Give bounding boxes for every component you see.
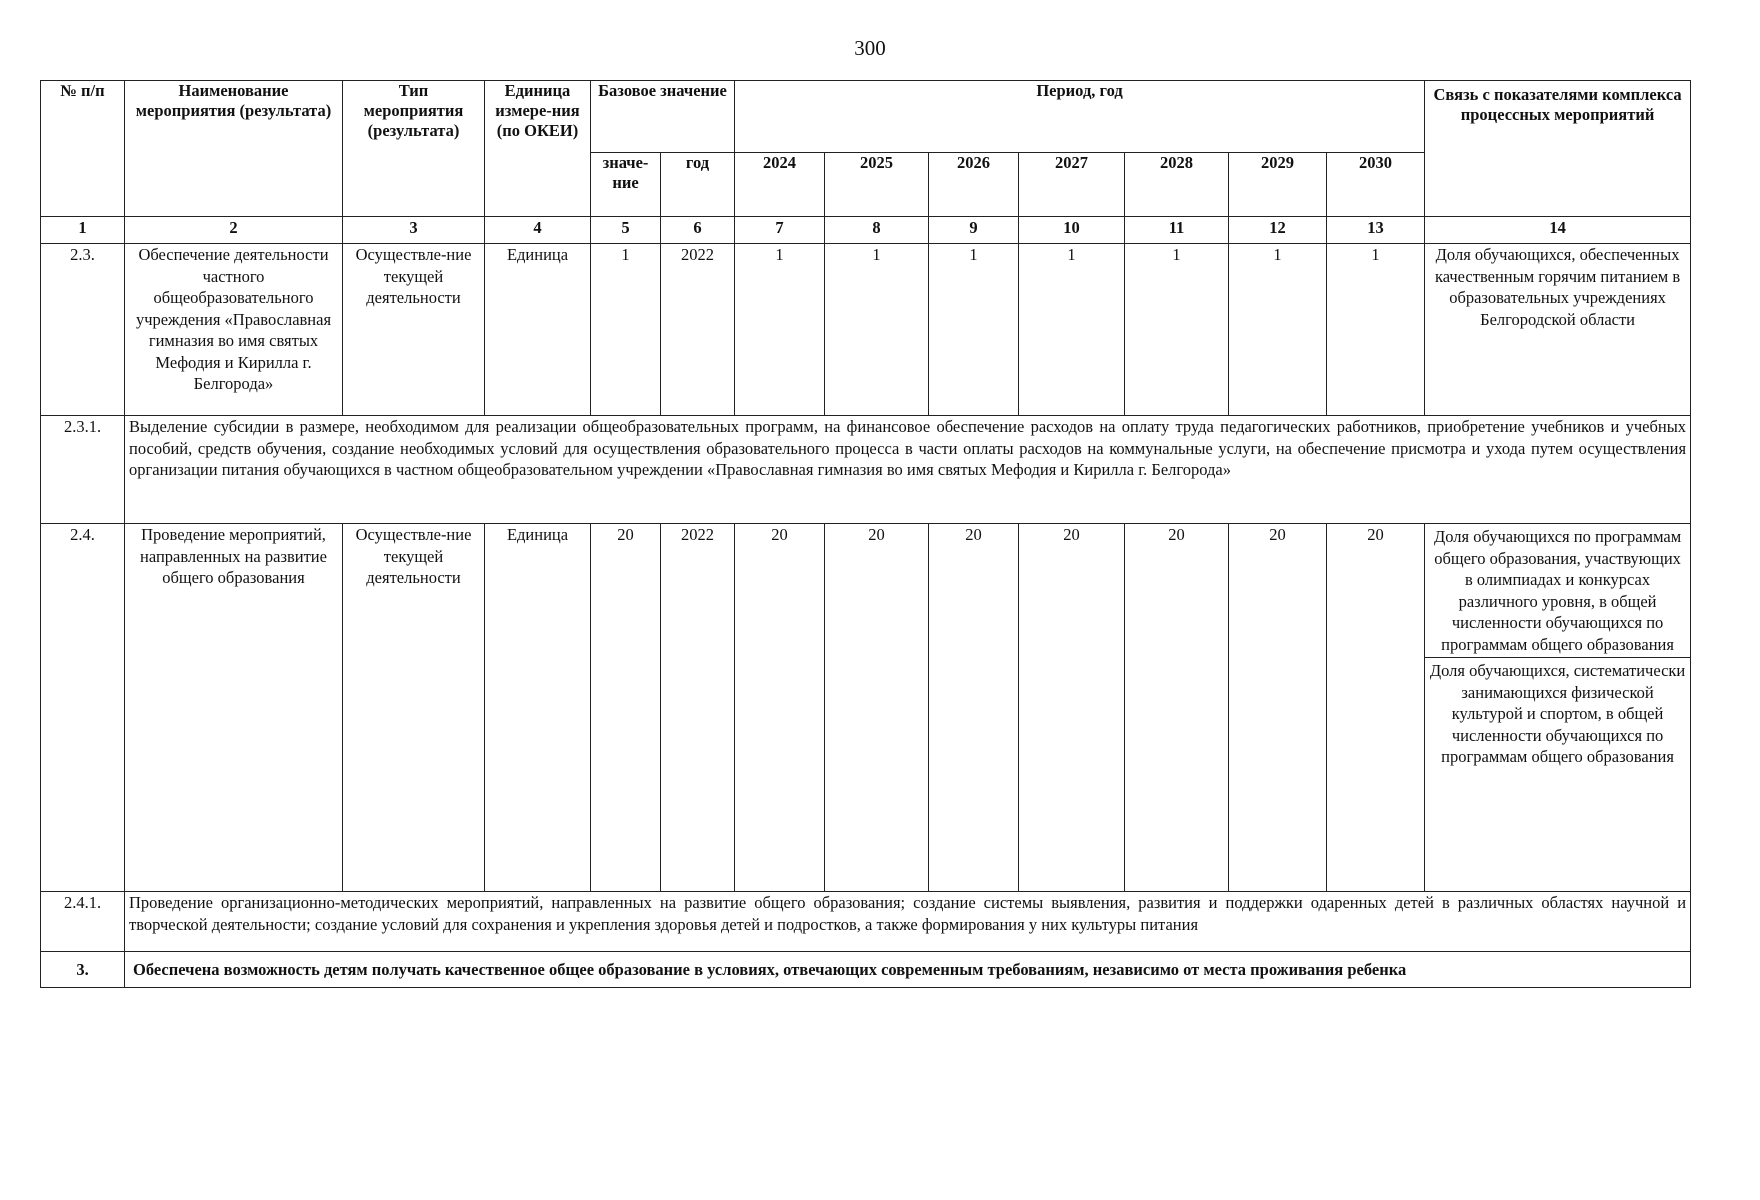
column-number: 10 [1019, 217, 1125, 244]
activity-description: Проведение организационно-методических мероприятий, направленных на развитие общего образования; создание системы выявления, развития и поддержки одаренных детей в различных областях научной и творческой деятельности; создание условий для сохранения и укрепления здоровья детей и подростков, а также формирования у них культуры питания [125, 892, 1691, 952]
value-2025: 1 [825, 244, 929, 416]
activity-type: Осуществле-ние текущей деятельности [343, 524, 485, 892]
value-2027: 20 [1019, 524, 1125, 892]
header-base-year: год [661, 153, 735, 217]
column-number: 3 [343, 217, 485, 244]
column-number: 6 [661, 217, 735, 244]
header-year-2026: 2026 [929, 153, 1019, 217]
header-year-2028: 2028 [1125, 153, 1229, 217]
header-year-2025: 2025 [825, 153, 929, 217]
indicator-sports: Доля обучающихся, систематически занимающихся физической культурой и спортом, в общей численности обучающихся по программам общего образования [1425, 657, 1690, 770]
header-type: Тип мероприятия (результата) [343, 81, 485, 217]
column-number: 8 [825, 217, 929, 244]
activity-name: Обеспечение деятельности частного общеобразовательного учреждения «Православная гимназия во имя святых Мефодия и Кирилла г. Белгорода» [125, 244, 343, 416]
header-year-2027: 2027 [1019, 153, 1125, 217]
base-value-cell: 1 [591, 244, 661, 416]
row-number: 2.3. [41, 244, 125, 416]
base-value-cell: 20 [591, 524, 661, 892]
column-number: 7 [735, 217, 825, 244]
column-number-row [41, 217, 1691, 244]
value-2026: 1 [929, 244, 1019, 416]
value-2030: 1 [1327, 244, 1425, 416]
table-row [41, 892, 1691, 952]
indicator-cell: Доля обучающихся, обеспеченных качественным горячим питанием в образовательных учреждениях Белгородской области [1425, 244, 1691, 416]
column-number: 5 [591, 217, 661, 244]
unit-cell: Единица [485, 244, 591, 416]
header-year-2024: 2024 [735, 153, 825, 217]
column-number: 1 [41, 217, 125, 244]
value-2024: 20 [735, 524, 825, 892]
column-number: 4 [485, 217, 591, 244]
header-row-top [41, 81, 1691, 153]
header-unit: Единица измере-ния (по ОКЕИ) [485, 81, 591, 217]
base-year-cell: 2022 [661, 244, 735, 416]
header-base: Базовое значение [591, 81, 735, 153]
row-number: 2.4.1. [41, 892, 125, 952]
row-number: 2.4. [41, 524, 125, 892]
unit-cell: Единица [485, 524, 591, 892]
header-link: Связь с показателями комплекса процессных мероприятий [1425, 81, 1691, 217]
section-title: Обеспечена возможность детям получать качественное общее образование в условиях, отвечающих современным требованиям, независимо от места проживания ребенка [125, 952, 1691, 988]
header-base-value: значе-ние [591, 153, 661, 217]
value-2024: 1 [735, 244, 825, 416]
column-number: 2 [125, 217, 343, 244]
table-row [41, 244, 1691, 416]
base-year-cell: 2022 [661, 524, 735, 892]
table-row [41, 416, 1691, 524]
activity-type: Осуществле-ние текущей деятельности [343, 244, 485, 416]
value-2026: 20 [929, 524, 1019, 892]
column-number: 12 [1229, 217, 1327, 244]
column-number: 14 [1425, 217, 1691, 244]
activity-name: Проведение мероприятий, направленных на развитие общего образования [125, 524, 343, 892]
header-year-2029: 2029 [1229, 153, 1327, 217]
page-number: 300 [854, 36, 886, 60]
column-number: 9 [929, 217, 1019, 244]
row-number: 2.3.1. [41, 416, 125, 524]
value-2030: 20 [1327, 524, 1425, 892]
header-period: Период, год [735, 81, 1425, 153]
header-name: Наименование мероприятия (результата) [125, 81, 343, 217]
activity-description: Выделение субсидии в размере, необходимом для реализации общеобразовательных программ, на финансовое обеспечение расходов на оплату труда педагогических работников, приобретение учебников и учебных пособий, средств обучения, создание необходимых условий для осуществления образовательного процесса в части оплаты расходов на коммунальные услуги, на обеспечение присмотра и ухода путем осуществления организации питания обучающихся в частном общеобразовательном учреждении «Православная гимназия во имя святых Мефодия и Кирилла г. Белгорода» [125, 416, 1691, 524]
value-2025: 20 [825, 524, 929, 892]
indicator-olympiads: Доля обучающихся по программам общего образования, участвующих в олимпиадах и конкурсах различного уровня, в общей численности обучающихся по программам общего образования [1433, 527, 1682, 654]
value-2029: 1 [1229, 244, 1327, 416]
table-row [41, 952, 1691, 988]
header-num: № п/п [41, 81, 125, 217]
row-number: 3. [41, 952, 125, 988]
value-2029: 20 [1229, 524, 1327, 892]
value-2027: 1 [1019, 244, 1125, 416]
table-row [41, 524, 1691, 892]
activities-table [40, 80, 1691, 988]
value-2028: 1 [1125, 244, 1229, 416]
value-2028: 20 [1125, 524, 1229, 892]
header-year-2030: 2030 [1327, 153, 1425, 217]
column-number: 11 [1125, 217, 1229, 244]
indicator-cell [1425, 524, 1691, 892]
column-number: 13 [1327, 217, 1425, 244]
